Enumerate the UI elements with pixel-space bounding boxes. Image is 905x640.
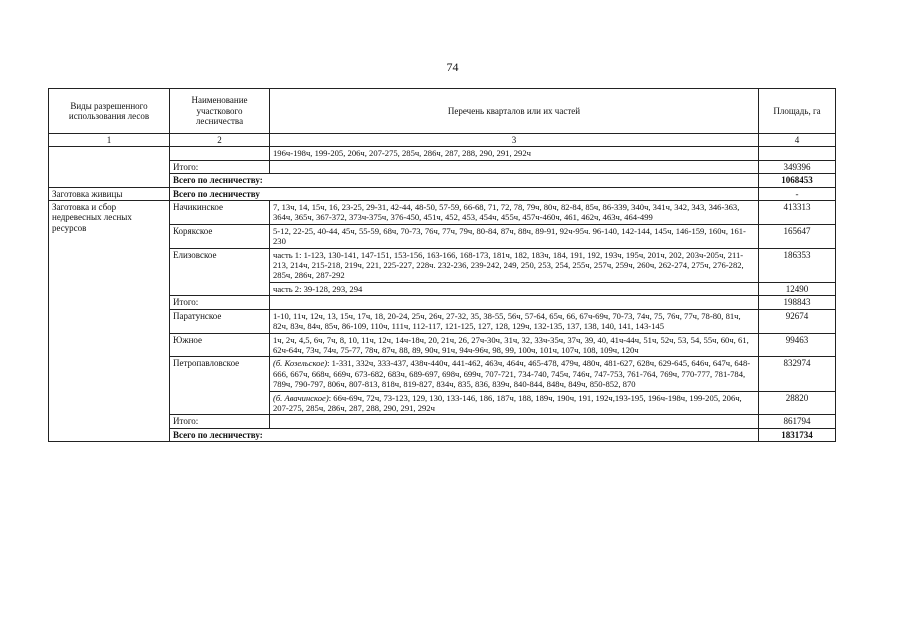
column-number-4: 4 — [759, 134, 836, 147]
area-cell: 99463 — [759, 333, 836, 357]
quarters-cell: 7, 13ч, 14, 15ч, 16, 23-25, 29-31, 42-44, 48-50, 57-59, 66-68, 71, 72, 78, 79ч, 80ч, 82-84, 85ч, 86-339, 340ч, 341ч, 342, 343, 346-363, 364ч, 365ч, 367-372, 373ч-375ч, 376-450, 451ч, 452, 453, 454ч, 455ч, 457ч-460ч, 461, 462ч, 463ч, 464-499 — [270, 201, 759, 225]
area-cell: 861794 — [759, 415, 836, 428]
area-cell: 186353 — [759, 248, 836, 282]
area-cell: 413313 — [759, 201, 836, 225]
header-use-types: Виды разрешенного использования лесов — [49, 89, 170, 134]
quarters-cell: 1ч, 2ч, 4,5, 6ч, 7ч, 8, 10, 11ч, 12ч, 14ч-18ч, 20, 21ч, 26, 27ч-30ч, 31ч, 32, 33ч-35ч, 37ч, 39, 40, 41ч-44ч, 51ч, 52ч, 53, 54, 55ч, 60ч, 61, 62ч-64ч, 73ч, 74ч, 75-77, 78ч, 87ч, 88, 89, 90ч, 91ч, 94ч-96ч, 98, 99, 100ч, 101ч, 107ч, 108, 109ч, 120ч — [270, 333, 759, 357]
quarters-cell: 5-12, 22-25, 40-44, 45ч, 55-59, 68ч, 70-73, 76ч, 77ч, 79ч, 80-84, 87ч, 88ч, 89-91, 92ч-95ч. 96-140, 142-144, 145ч, 146-159, 160ч, 161-230 — [270, 224, 759, 248]
header-quarters-list: Перечень кварталов или их частей — [270, 89, 759, 134]
forest-quarters-table — [48, 88, 836, 442]
total-label: Всего по лесничеству: — [170, 428, 759, 441]
area-cell: - — [759, 187, 836, 200]
subtotal-label: Итого: — [170, 296, 270, 309]
area-cell — [759, 147, 836, 160]
use-type-cell — [49, 147, 170, 187]
quarters-text: : 66ч-69ч, 72ч, 73-123, 129, 130, 133-146, 186, 187ч, 188, 189ч, 190ч, 191, 192ч,193-195, 196ч-198ч, 199-205, 206ч, 207-275, 285ч, 286ч, 287, 288, 290, 291, 292ч — [273, 392, 742, 413]
quarters-cell: часть 1: 1-123, 130-141, 147-151, 153-156, 163-166, 168-173, 181ч, 182, 183ч, 184, 191, 192, 193ч, 195ч, 201ч, 202, 203ч-205ч, 211-213, 214ч, 215-218, 219ч, 221, 225-227, 228ч. 232-236, 239-242, 249, 250, 253, 254, 255ч, 257ч, 259ч, 260ч, 262-274, 275ч, 276-282, 285ч, 286ч, 287-292 — [270, 248, 759, 282]
quarters-cell: 1-10, 11ч, 12ч, 13, 15ч, 17ч, 18, 20-24, 25ч, 26ч, 27-32, 35, 38-55, 56ч, 57-64, 65ч, 66, 67ч-69ч, 70-73, 74ч, 75, 76ч, 77ч, 78-80, 81ч, 82ч, 83ч, 84ч, 85ч, 86-109, 110ч, 111ч, 112-117, 121-125, 127, 128, 129ч, 132-135, 137, 138, 140, 141, 143-145 — [270, 309, 759, 333]
subtotal-label: Итого: — [170, 160, 270, 173]
quarters-cell — [270, 357, 759, 391]
quarters-cell: часть 2: 39-128, 293, 294 — [270, 282, 759, 295]
table-column-numbers-row — [49, 134, 836, 147]
area-cell: 198843 — [759, 296, 836, 309]
area-cell: 1068453 — [759, 174, 836, 187]
subdivision-label: (б. Козельское) — [273, 358, 328, 369]
use-type-cell: Заготовка и сбор недревесных лесных ресурсов — [49, 201, 170, 442]
area-cell: 165647 — [759, 224, 836, 248]
table-row — [49, 147, 836, 160]
forestry-cell: Начикинское — [170, 201, 270, 225]
column-number-1: 1 — [49, 134, 170, 147]
header-forestry-name: Наименование участкового лесничества — [170, 89, 270, 134]
area-cell: 832974 — [759, 357, 836, 391]
area-cell: 1831734 — [759, 428, 836, 441]
total-label: Всего по лесничеству — [170, 187, 759, 200]
subtotal-label: Итого: — [170, 415, 270, 428]
forestry-cell: Корякское — [170, 224, 270, 248]
use-type-cell: Заготовка живицы — [49, 187, 170, 200]
column-number-3: 3 — [270, 134, 759, 147]
quarters-cell — [270, 296, 759, 309]
forestry-cell — [170, 147, 270, 160]
quarters-cell — [270, 391, 759, 415]
table-row — [49, 201, 836, 225]
total-label: Всего по лесничеству: — [170, 174, 759, 187]
area-cell: 28820 — [759, 391, 836, 415]
column-number-2: 2 — [170, 134, 270, 147]
quarters-text: : 1-331, 332ч, 333-437, 438ч-440ч, 441-462, 463ч, 464ч, 465-478, 479ч, 480ч, 481-627, 628ч, 629-645, 646ч, 647ч, 648-666, 667ч, 668ч, 669ч, 673-682, 683ч, 689-697, 698ч, 699ч, 707-721, 734-740, 745ч, 746ч, 747-753, 761-764, 769ч, 770-777, 781-784, 789ч, 790-797, 806ч, 807-813, 818ч, 819-827, 834ч, 835, 836, 839ч, 840-844, 848ч, 849ч, 850-852, 870 — [273, 358, 751, 390]
table-row — [49, 187, 836, 200]
page-number: 74 — [446, 60, 459, 74]
quarters-cell — [270, 415, 759, 428]
forestry-cell: Петропавловское — [170, 357, 270, 415]
subdivision-label: (б. Авачинское) — [273, 392, 329, 403]
area-cell: 12490 — [759, 282, 836, 295]
forestry-cell: Южное — [170, 333, 270, 357]
header-area: Площадь, га — [759, 89, 836, 134]
forestry-cell: Елизовское — [170, 248, 270, 296]
quarters-cell — [270, 160, 759, 173]
area-cell: 349396 — [759, 160, 836, 173]
forestry-cell: Паратунское — [170, 309, 270, 333]
area-cell: 92674 — [759, 309, 836, 333]
table-header-row — [49, 89, 836, 134]
quarters-cell: 196ч-198ч, 199-205, 206ч, 207-275, 285ч, 286ч, 287, 288, 290, 291, 292ч — [270, 147, 759, 160]
